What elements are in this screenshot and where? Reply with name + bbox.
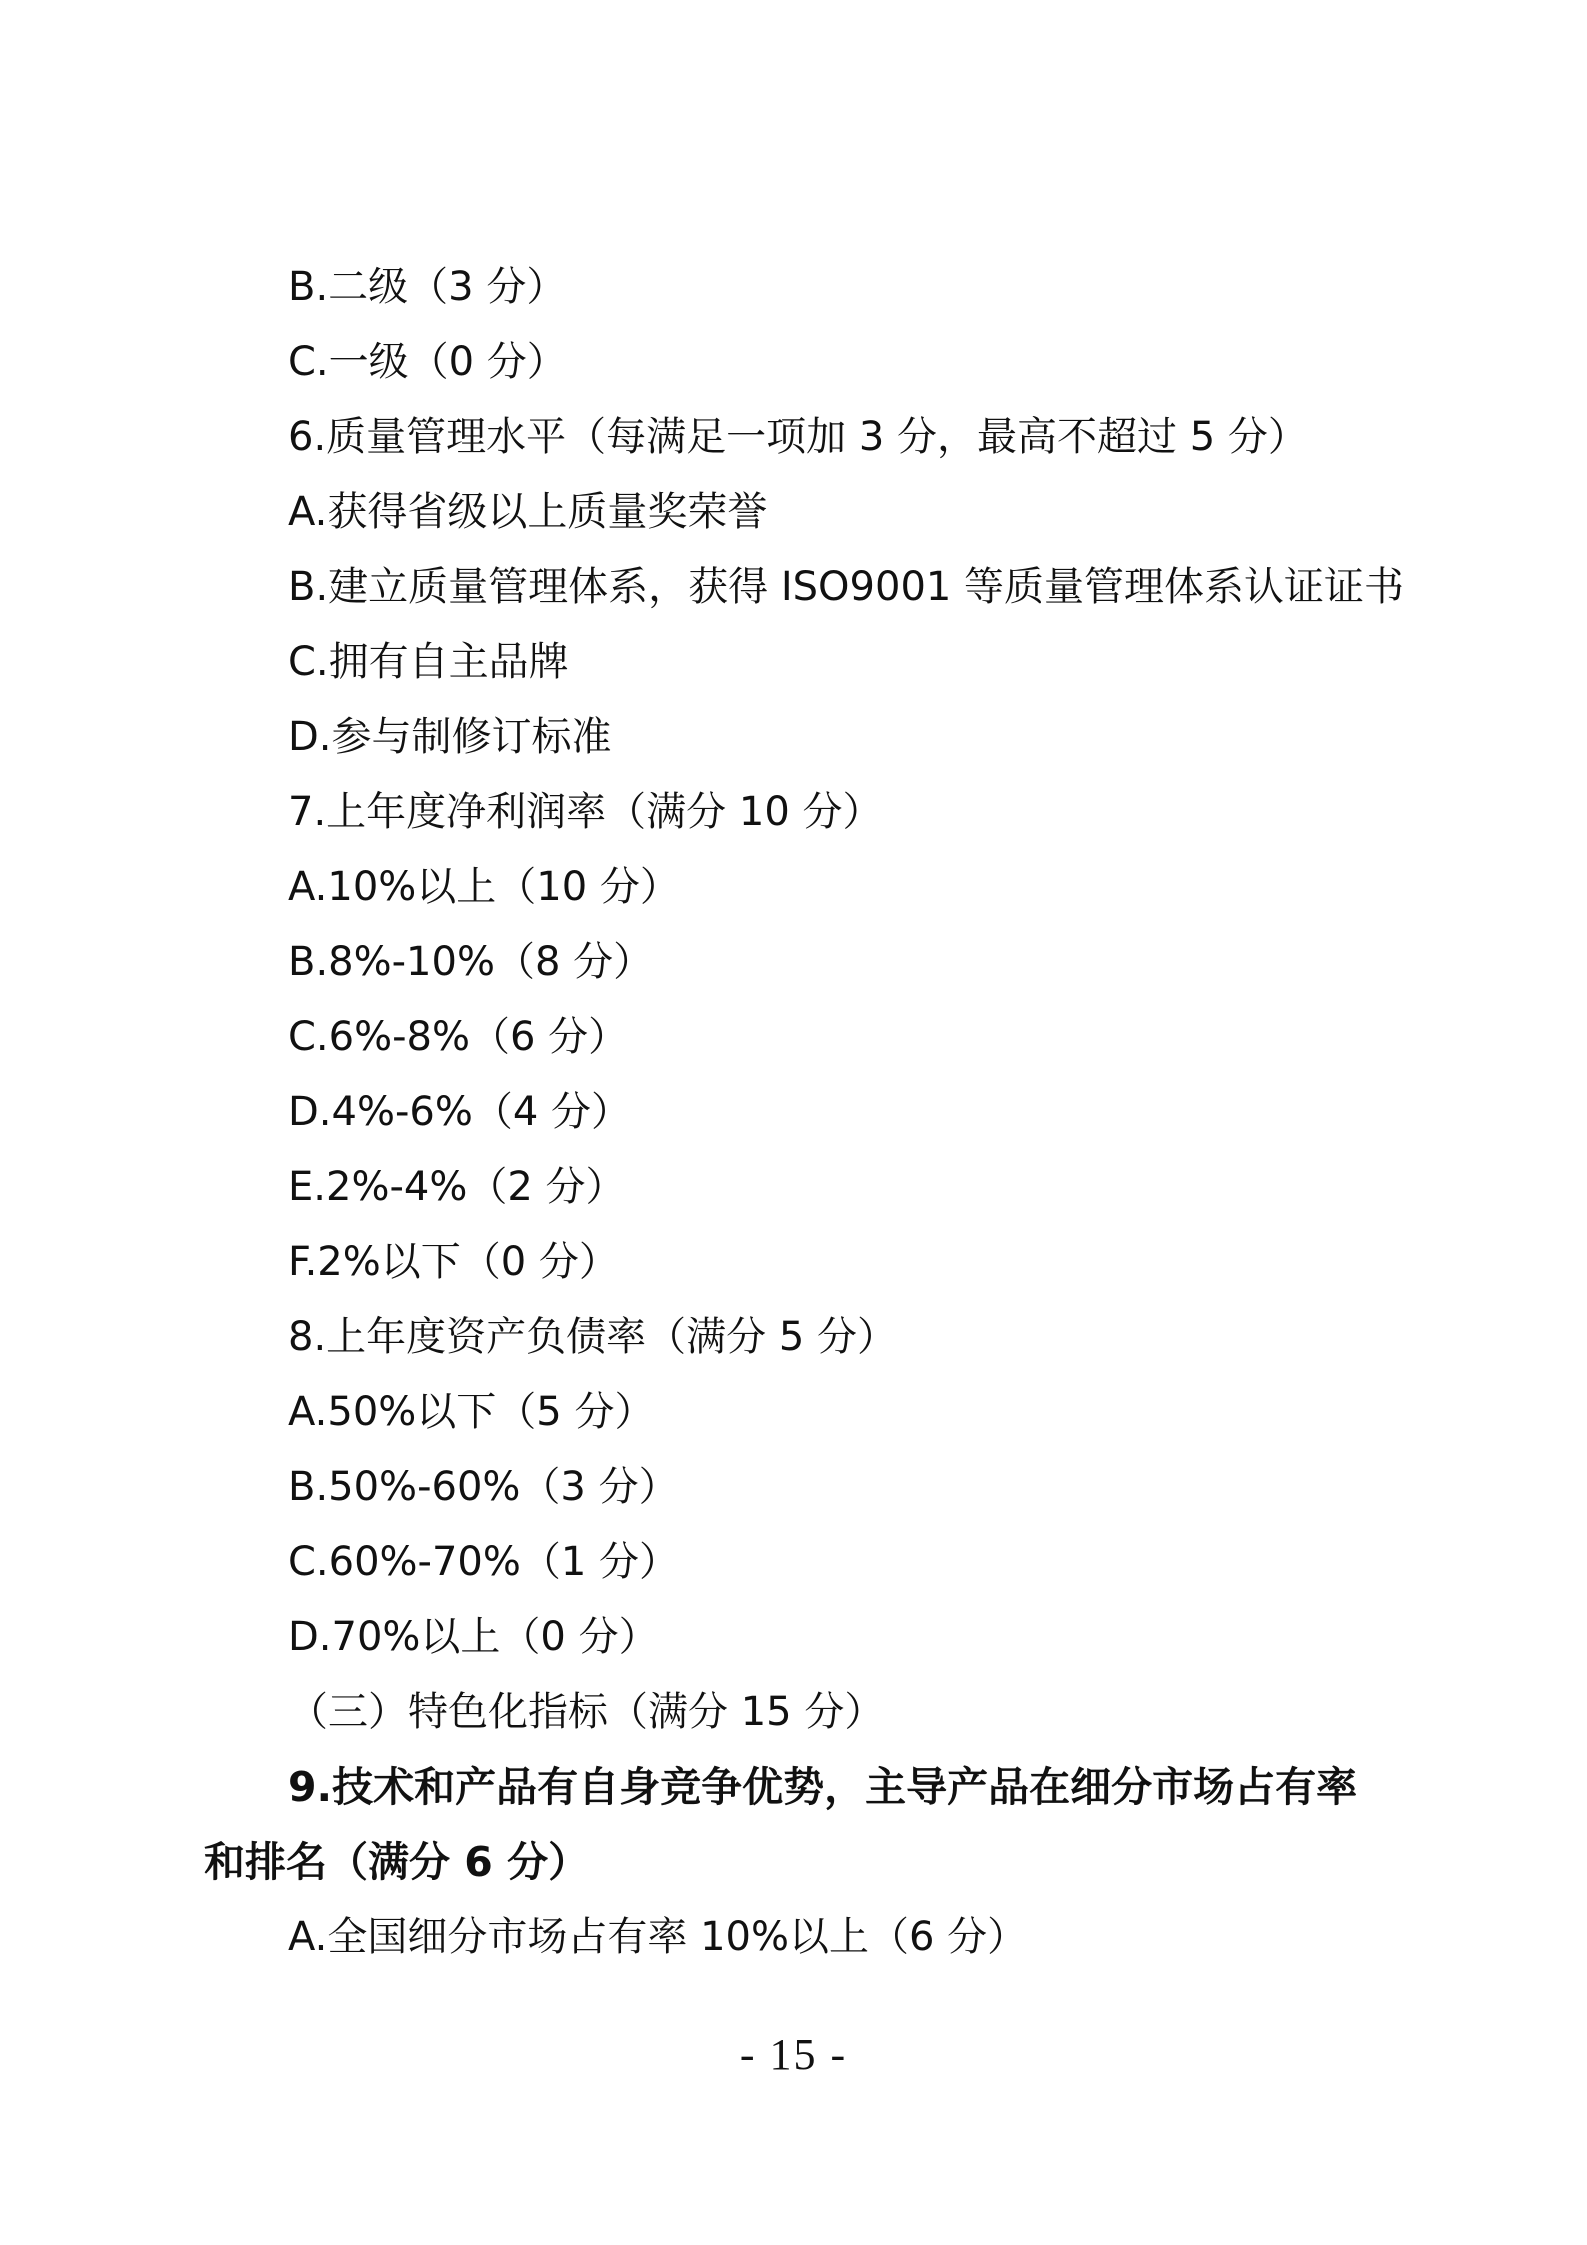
text-line: B.二级（3 分） <box>288 264 567 310</box>
text-line: A.全国细分市场占有率 10%以上（6 分） <box>288 1914 1028 1960</box>
text-line: D.参与制修订标准 <box>288 714 612 760</box>
text-line: 7.上年度净利润率（满分 10 分） <box>288 789 883 835</box>
text-line: C.拥有自主品牌 <box>288 639 569 685</box>
text-line: B.8%-10%（8 分） <box>288 939 654 985</box>
text-line: B.建立质量管理体系，获得 ISO9001 等质量管理体系认证证书 <box>288 564 1405 610</box>
text-line: A.获得省级以上质量奖荣誉 <box>288 489 768 535</box>
text-line: C.60%-70%（1 分） <box>288 1539 680 1585</box>
bold-heading-line: 9.技术和产品有自身竞争优势，主导产品在细分市场占有率 <box>288 1763 1358 1811</box>
text-line: C.一级（0 分） <box>288 339 567 385</box>
text-line: C.6%-8%（6 分） <box>288 1014 629 1060</box>
text-line: E.2%-4%（2 分） <box>288 1164 626 1210</box>
text-line: D.4%-6%（4 分） <box>288 1089 632 1135</box>
text-line: F.2%以下（0 分） <box>288 1239 619 1285</box>
section-heading: （三）特色化指标（满分 15 分） <box>288 1689 885 1735</box>
page-number: - 15 - <box>739 2030 848 2079</box>
text-line: 6.质量管理水平（每满足一项加 3 分，最高不超过 5 分） <box>288 414 1308 460</box>
bold-heading-line: 和排名（满分 6 分） <box>204 1838 590 1886</box>
text-line: 8.上年度资产负债率（满分 5 分） <box>288 1314 898 1360</box>
text-line: D.70%以上（0 分） <box>288 1614 659 1660</box>
text-line: B.50%-60%（3 分） <box>288 1464 679 1510</box>
text-line: A.50%以下（5 分） <box>288 1389 655 1435</box>
text-line: A.10%以上（10 分） <box>288 864 680 910</box>
